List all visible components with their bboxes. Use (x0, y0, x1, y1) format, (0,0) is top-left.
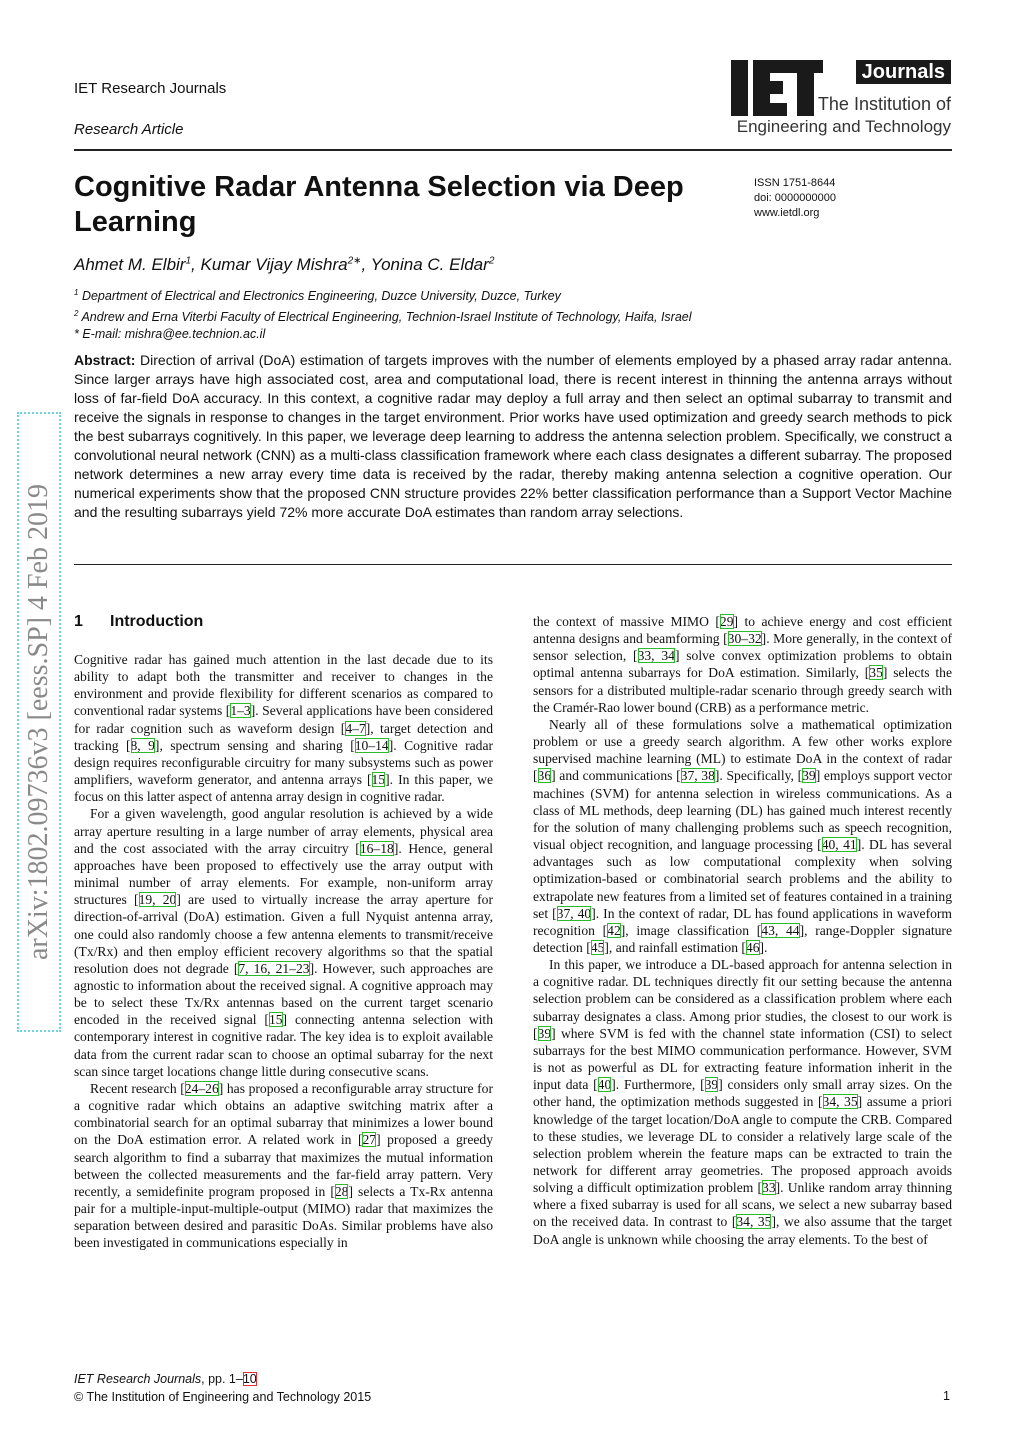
citation-link[interactable]: 46 (745, 939, 760, 955)
citation-link[interactable]: 36 (537, 768, 552, 784)
header-divider (74, 149, 952, 151)
citation-link[interactable]: 40, 41 (821, 837, 857, 853)
author-name: Kumar Vijay Mishra (200, 255, 348, 274)
citation-link[interactable]: 27 (362, 1132, 377, 1148)
footer-last-page-link[interactable]: 10 (242, 1372, 257, 1386)
citation-link[interactable]: 42 (607, 922, 621, 938)
logo-journals-badge: Journals (856, 60, 951, 84)
body-paragraph: Cognitive radar has gained much attention in the last decade due to its ability to adapt both the transmitter and receiver to changes in the environment and provide flexibility for different scenarios as compared to conventional radar systems [1–3]. Several applications have been considered for radar cognition such as waveform design [4–7], target detection and tracking [8, 9], spectrum sensing and sharing [10–14]. Cognitive radar design requires reconfigurable circuitry for many subsystems such as power amplifiers, waveform generator, and antenna arrays [15]. In this paper, we focus on this latter aspect of antenna array design in cognitive radar. (74, 652, 494, 805)
iet-logo-mark (731, 60, 823, 116)
section-number: 1 (74, 613, 83, 630)
body-paragraph: In this paper, we introduce a DL-based approach for antenna selection in a cognitive radar. DL techniques directly fit our setting because the antenna selection problem can be considered as a classification problem where each subarray designates a class. Among prior studies, the closest to our work is [39] where SVM is fed with the channel state information (CSI) to select subarrays for the best MIMO communication performance. However, SVM is not as powerful as DL for extracting feature information inherit in the input data [40]. Furthermore, [39] considers only small array sizes. On the other hand, the optimization methods suggested in [34, 35] assume a priori knowledge of the target location/DoA angle to compute the CRB. Compared to these studies, we leverage DL to consider a relatively large scale of the selection problem wherein the feature maps can be extracted to train the network for different array geometries. The proposed approach avoids solving a difficult optimization problem [33]. Unlike random array thinning where a fixed subarray is used for all scans, we select a new subarray based on the received data. In contrast to [34, 35], we also assume that the target DoA angle is unknown while choosing the array elements. To the best of (533, 957, 952, 1247)
citation-link[interactable]: 45 (590, 939, 605, 955)
citation-link[interactable]: 15 (268, 1012, 283, 1028)
author-affil-marker: 2 (488, 255, 495, 267)
abstract-text: Direction of arrival (DoA) estimation of targets improves with the number of elements employed by a phased array radar antenna. Since larger arrays have high associated cost, area and computational load, there is recent interest in thinning the antenna arrays without loss of far-field DoA accuracy. In this context, a cognitive radar may deploy a full array and then select an optimal subarray to transmit and receive the signals in response to changes in the target environment. Prior works have used optimization and greedy search methods to pick the best subarrays cognitively. In this paper, we leverage deep learning to address the antenna selection problem. Specifically, we construct a convolutional neural network (CNN) as a multi-class classification framework where each class designates a different subarray. The proposed network determines a new array every time data is received by the radar, thereby making antenna selection a cognitive operation. Our numerical experiments show that the proposed CNN structure provides 22% better classification performance than a Support Vector Machine and the resulting subarrays yield 72% more accurate DoA estimates than random array selections. (74, 352, 953, 520)
affiliation-2 (74, 305, 692, 326)
citation-link[interactable]: 40 (597, 1077, 612, 1093)
abstract-divider (74, 564, 952, 565)
page-footer (74, 1370, 371, 1406)
affiliation-1 (74, 284, 692, 305)
issn: ISSN 1751-8644 (754, 177, 836, 189)
affil-text: Andrew and Erna Viterbi Faculty of Electrical Engineering, Technion-Israel Institute of Technology, Haifa, Israel (81, 310, 692, 325)
citation-link[interactable]: 30–32 (727, 631, 762, 647)
citation-link[interactable]: 24–26 (184, 1080, 219, 1096)
citation-link[interactable]: 19, 20 (138, 892, 177, 908)
body-paragraph: Nearly all of these formulations solve a mathematical optimization problem or use a greedy search algorithm. A few other works explore supervised machine learning (ML) to estimate DoA in the context of radar [36] and communications [37, 38]. Specifically, [39] employs support vector machines (SVM) for antenna selection in wireless communications. As a class of ML methods, deep learning (DL) has gained much interest recently for the solution of many challenging problems such as speech recognition, visual object recognition, and language processing [40, 41]. DL has several advantages such as low computational complexity when solving optimization-based or combinatorial search problems and the ability to extrapolate new features from a limited set of features contained in a training set [37, 40]. In the context of radar, DL has found applications in waveform recognition [42], image classification [43, 44], range-Doppler signature detection [45], and rainfall estimation [46]. (533, 716, 953, 955)
citation-link[interactable]: 39 (704, 1077, 719, 1093)
body-paragraph: For a given wavelength, good angular resolution is achieved by a wide array aperture resulting in a large number of array elements, physical area and the cost associated with the array circuitry [16–18]. Hence, general approaches have been proposed to effectively use the array output with minimal number of array elements. For example, non-uniform array structures [19, 20] are used to virtually increase the array aperture for direction-of-arrival (DoA) estimation. Given a full Nyquist antenna array, one could also randomly choose a few antenna elements to transmit/receive (Tx/Rx) and then employ efficient recovery algorithms so that the spatial resolution does not degrade [7, 16, 21–23]. However, such approaches are agnostic to information about the received signal. A cognitive approach may be to select these Tx/Rx antennas based on the current target scenario encoded in the received signal [15] connecting antenna selection with contemporary interest in cognitive radar. The key idea is to exploit available data from the current radar scan to choose an optimal subarray for the next scan since target locations change little during consecutive scans. (74, 806, 494, 1079)
citation-link[interactable]: 8, 9 (130, 737, 155, 753)
abstract (74, 351, 952, 522)
right-column (533, 613, 952, 1248)
citation-link[interactable]: 16–18 (359, 840, 394, 856)
footer-journal-line (74, 1370, 371, 1388)
journal-name: IET Research Journals (74, 80, 227, 97)
footer-pages-prefix: , pp. 1– (201, 1372, 243, 1386)
author-name: Ahmet M. Elbir (74, 255, 186, 274)
citation-link[interactable]: 10–14 (354, 737, 389, 753)
affiliations (74, 284, 692, 343)
logo-line-1: The Institution of (817, 94, 951, 114)
citation-link[interactable]: 28 (334, 1183, 349, 1199)
journal-url[interactable]: www.ietdl.org (754, 207, 820, 219)
left-column (74, 651, 493, 1251)
citation-link[interactable]: 37, 40 (556, 905, 592, 921)
citation-link[interactable]: 29 (719, 614, 734, 629)
corresponding-email: * E-mail: mishra@ee.technion.ac.il (74, 327, 266, 342)
body-paragraph: Recent research [24–26] has proposed a reconfigurable array structure for a cognitive radar which obtains an adaptive switching matrix after a combinatorial search for an optimal subarray that minimizes a lower bound on the DoA estimation error. A related work in [27] proposed a greedy search algorithm to find a subarray that maximizes the mutual information between the collected measurements and the far-field array pattern. Very recently, a semidefinite program proposed in [28] selects a Tx-Rx antenna pair for a multiple-input-multiple-output (MIMO) radar that maximizes the separation between desired and parasitic DoAs. Similar problems have also been investigated in communications especially in (74, 1080, 493, 1251)
body-paragraph: the context of massive MIMO [29] to achieve energy and cost efficient antenna designs and beamforming [30–32]. More generally, in the context of sensor selection, [33, 34] solve convex optimization problems to obtain optimal antenna subarrays for DoA estimation. Similarly, [35] selects the sensors for a distributed multiple-radar scenario through greedy search with the Cramér-Rao lower bound (CRB) as a performance metric. (533, 614, 952, 715)
footer-copyright: © The Institution of Engineering and Technology 2015 (74, 1390, 372, 1404)
citation-link[interactable]: 4–7 (345, 720, 366, 736)
arxiv-stamp[interactable] (17, 412, 61, 1032)
abstract-label: Abstract: (74, 352, 136, 368)
citation-link[interactable]: 43, 44 (761, 922, 800, 938)
citation-link[interactable]: 37, 38 (680, 768, 715, 784)
author-affil-marker: 1 (185, 255, 192, 267)
affil-text: Department of Electrical and Electronics Engineering, Duzce University, Duzce, Turkey (81, 289, 561, 304)
section-title: Introduction (110, 613, 204, 630)
arxiv-id: arXiv:1802.09736v3 [eess.SP] 4 Feb 2019 (23, 484, 54, 960)
logo-line-2: Engineering and Technology (736, 117, 951, 136)
citation-link[interactable]: 1–3 (230, 703, 251, 719)
affil-marker: 1 (74, 288, 79, 297)
citation-link[interactable]: 35 (869, 665, 883, 681)
affil-marker: 2 (74, 309, 79, 319)
citation-link[interactable]: 34, 35 (736, 1214, 772, 1230)
citation-link[interactable]: 33, 34 (637, 648, 675, 664)
iet-logo (731, 58, 953, 142)
citation-link[interactable]: 39 (537, 1025, 552, 1041)
article-type: Research Article (74, 121, 184, 138)
section-heading (74, 613, 203, 631)
citation-link[interactable]: 39 (802, 768, 816, 784)
doi: doi: 0000000000 (754, 192, 836, 204)
footer-journal: IET Research Journals (74, 1372, 202, 1386)
paper-title: Cognitive Radar Antenna Selection via Deep Learning (74, 171, 684, 238)
author-name: Yonina C. Eldar (370, 255, 489, 274)
citation-link[interactable]: 7, 16, 21–23 (238, 960, 310, 976)
author-affil-marker: 2∗ (347, 255, 362, 267)
citation-link[interactable]: 33 (762, 1180, 776, 1196)
citation-link[interactable]: 15 (371, 772, 386, 788)
author-list: Ahmet M. Elbir$^1$, Kumar Vijay Mishra$^{2∗}$, Yonina C. Eldar$^2$ (74, 255, 495, 274)
page-number: 1 (943, 1389, 950, 1403)
paper-meta (754, 176, 836, 221)
citation-link[interactable]: 34, 35 (822, 1094, 858, 1110)
